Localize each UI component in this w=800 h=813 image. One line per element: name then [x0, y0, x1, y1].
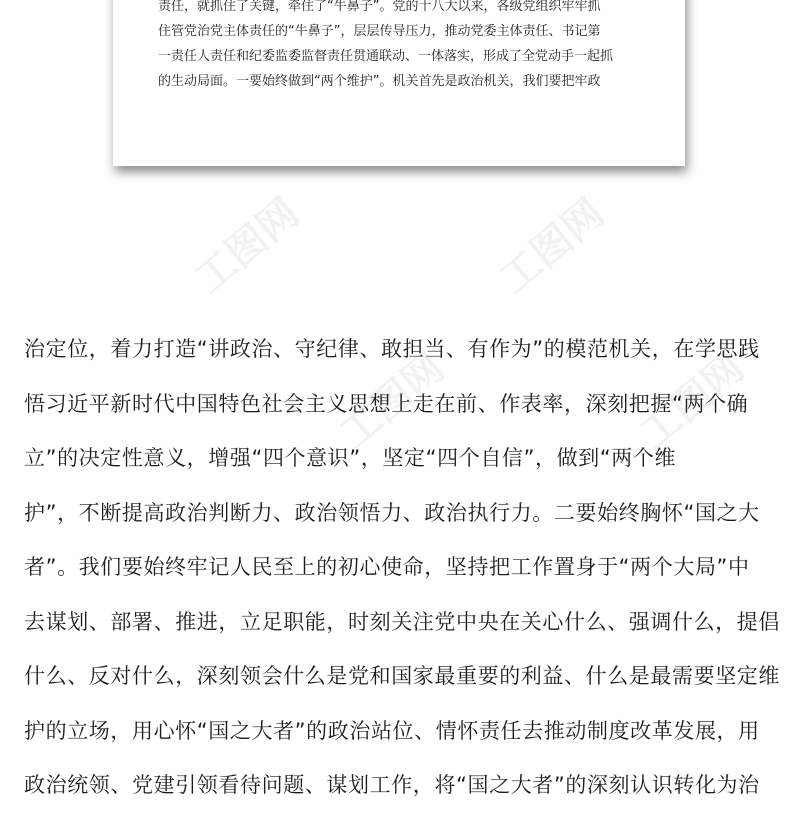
card-text — [158, 0, 648, 94]
body-text — [24, 322, 784, 813]
card-line: 责任，就抓住了关键，牵住了“牛鼻子”。党的十八大以来，各级党组织牢牢抓 — [158, 0, 601, 14]
watermark: 工图网 — [491, 189, 613, 303]
card-line: 一责任人责任和纪委监委监督责任贯通联动、一体落实，形成了全党动手一起抓 — [158, 49, 614, 64]
body-line: 护的立场，用心怀“国之大者”的政治站位、情怀责任去推动制度改革发展，用 — [24, 718, 760, 743]
body-line: 去谋划、部署、推进，立足职能，时刻关注党中央在关心什么、强调什么，提倡 — [24, 609, 780, 634]
body-line: 护”，不断提高政治判断力、政治领悟力、政治执行力。二要始终胸怀“国之大 — [24, 500, 760, 525]
body-line: 悟习近平新时代中国特色社会主义思想上走在前、作表率，深刻把握“两个确 — [24, 391, 749, 416]
body-line: 者”。我们要始终牢记人民至上的初心使命，坚持把工作置身于“两个大局”中 — [24, 555, 750, 579]
document-card — [113, 0, 685, 166]
body-line: 政治统领、党建引领看待问题、谋划工作，将“国之大者”的深刻认识转化为治 — [24, 773, 760, 797]
card-line: 的生动局面。一要始终做到“两个维护”。机关首先是政治机关，我们要把牢政 — [158, 74, 601, 89]
body-line: 什么、反对什么，深刻领会什么是党和国家最重要的利益、什么是最需要坚定维 — [24, 664, 780, 688]
body-line: 治定位，着力打造“讲政治、守纪律、敢担当、有作为”的模范机关，在学思践 — [24, 337, 760, 361]
watermark: 工图网 — [631, 344, 753, 458]
card-line: 住管党治党主体责任的“牛鼻子”，层层传导压力，推动党委主体责任、书记第 — [158, 24, 601, 39]
watermark: 工图网 — [331, 344, 453, 458]
watermark: 工图网 — [186, 189, 308, 303]
body-line: 立”的决定性意义，增强“四个意识”，坚定“四个自信”，做到“两个维 — [24, 446, 677, 470]
